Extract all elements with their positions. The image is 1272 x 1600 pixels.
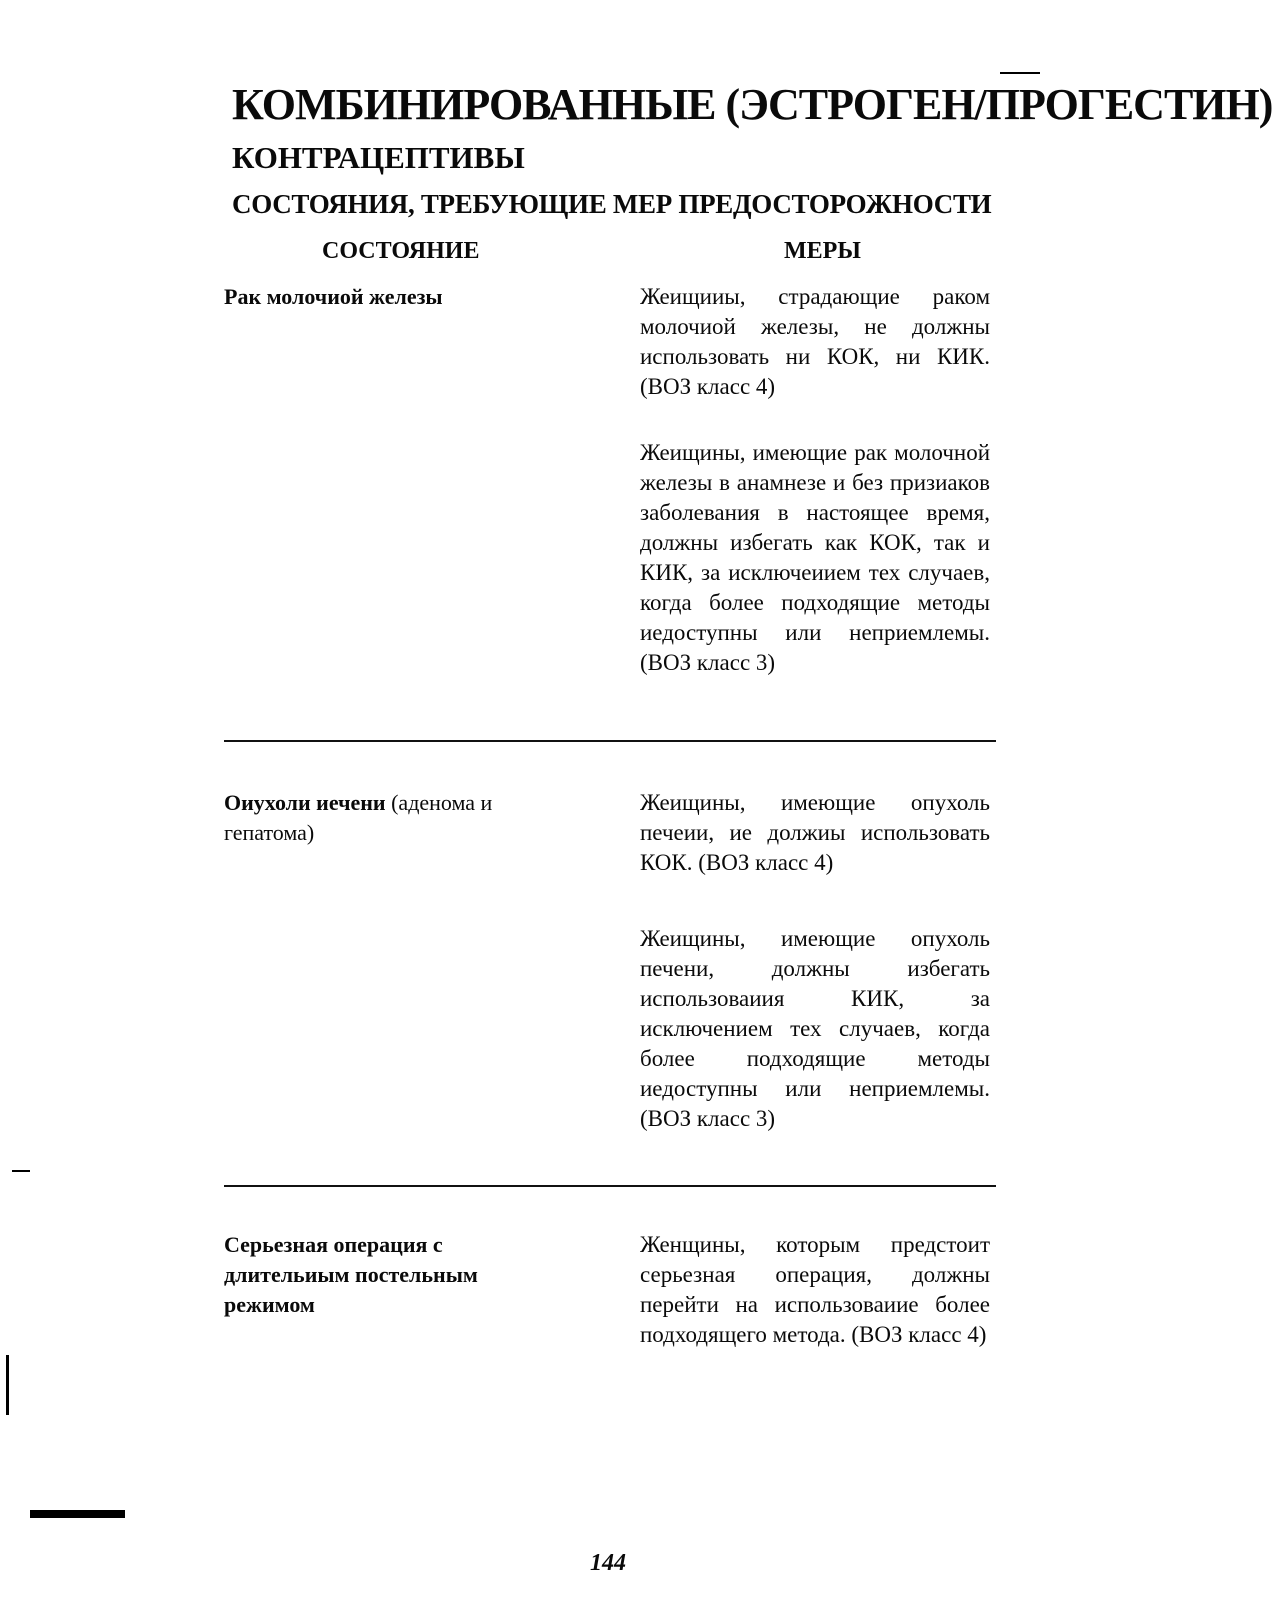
column-header-measures: МЕРЫ <box>784 238 861 264</box>
condition-title: Рак молочиой железы <box>224 284 443 309</box>
column-header-condition: СОСТОЯНИЕ <box>322 238 480 264</box>
page-subtitle: КОНТРАЦЕПТИВЫ <box>232 140 525 175</box>
condition-title: Оиухоли иечени <box>224 790 386 815</box>
page-number: 144 <box>590 1550 626 1576</box>
scan-artifact <box>12 1170 30 1172</box>
row-divider <box>224 740 996 742</box>
measure-text: Женщины, которым предстоит серьезная операция, должны перейти на использоваиие более подходящего метода. (ВОЗ класс 4) <box>640 1232 990 1347</box>
condition-note: (аденома и гепатома) <box>224 790 493 845</box>
condition-breast-cancer <box>224 282 584 312</box>
scan-artifact <box>30 1510 125 1518</box>
page-title: КОМБИНИРОВАННЫЕ (ЭСТРОГЕН/ПРОГЕСТИН) <box>232 80 1272 129</box>
measure-text: Жеищины, имеющие рак молочной железы в анамнезе и без призиаков заболевания в настоящее время, должны избегать как КОК, так и КИК, за исключеиием тех случаев, когда более подходящие методы иедоступны или неприемлемы. (ВОЗ класс 3) <box>640 440 990 675</box>
condition-major-surgery <box>224 1230 544 1320</box>
measure-text: Жеищины, имеющие опухоль печени, должны избегать использоваиия КИК, за исключением тех случаев, когда более подходящие методы иедоступны или неприемлемы. (ВОЗ класс 3) <box>640 926 990 1131</box>
row-divider <box>224 1185 996 1187</box>
scan-artifact <box>6 1355 9 1415</box>
measure-text: Жеищииы, страдающие раком молочиой железы, не должны использовать ни КОК, ни КИК. (ВОЗ класс 4) <box>640 284 990 399</box>
condition-title: Серьезная операция с длительиым постельным режимом <box>224 1232 478 1317</box>
condition-liver-tumors <box>224 788 584 848</box>
measure-text: Жеищины, имеющие опухоль печеии, ие должиы использовать КОК. (ВОЗ класс 4) <box>640 790 990 875</box>
section-heading: СОСТОЯНИЯ, ТРЕБУЮЩИЕ МЕР ПРЕДОСТОРОЖНОСТИ <box>232 189 992 219</box>
scan-artifact <box>1000 72 1040 74</box>
